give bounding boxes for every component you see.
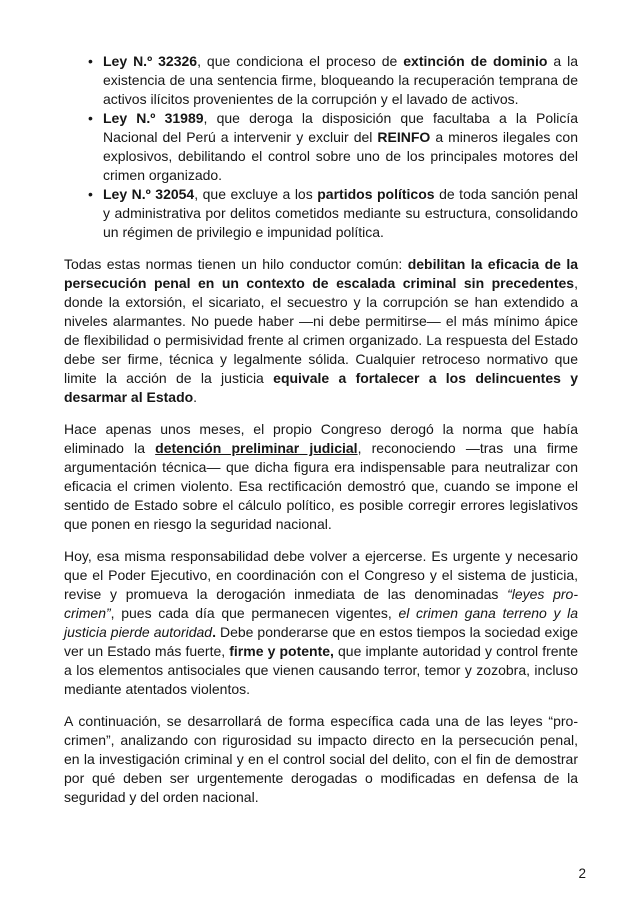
page-content bbox=[64, 52, 578, 820]
text-run: , que deroga la disposición que facultaba a la Policía Nacional del Perú a intervenir y excluir del bbox=[103, 110, 579, 145]
text-run: el crimen gana terreno y la justicia pierde autoridad bbox=[64, 605, 578, 640]
text-run: , donde la extorsión, el sicariato, el secuestro y la corrupción se han extendido a niveles alarmantes. No puede haber —ni debe permitirse— el más mínimo ápice de flexibilidad o permisividad frente al crimen organizado. La respuesta del Estado debe ser firme, técnica y legalmente sólida. Cualquier retroceso normativo que limite la acción de la justicia bbox=[64, 275, 578, 386]
text-run: detención preliminar judicial bbox=[155, 440, 358, 456]
paragraph-a-continuacion bbox=[64, 712, 578, 807]
text-run: Hace apenas unos meses, el propio Congreso derogó la norma que había eliminado la bbox=[64, 421, 578, 456]
text-run: Todas estas normas tienen un hilo conductor común: bbox=[64, 256, 408, 272]
bullet-icon: • bbox=[88, 110, 93, 126]
text-run: Ley N.º 32054 bbox=[103, 186, 195, 202]
paragraph-derogacion-urgente bbox=[64, 547, 578, 699]
text-run: extinción de dominio bbox=[403, 53, 548, 69]
text-run: . bbox=[212, 624, 216, 640]
text-run: a mineros ilegales con explosivos, debilitando el control sobre uno de los principales motores del crimen organizado. bbox=[103, 129, 579, 183]
bullet-item-ley-32054 bbox=[88, 185, 578, 242]
bullet-item-ley-32326 bbox=[88, 52, 578, 109]
text-run: de toda sanción penal y administrativa por delitos cometidos mediante su estructura, consolidando un régimen de privilegio e impunidad política. bbox=[103, 186, 578, 240]
text-run: partidos políticos bbox=[317, 186, 435, 202]
bullet-item-ley-31989 bbox=[88, 109, 579, 185]
page-number: 2 bbox=[578, 866, 586, 881]
text-run: Hoy, esa misma responsabilidad debe volver a ejercerse. Es urgente y necesario que el Poder Ejecutivo, en coordinación con el Congreso y el sistema de justicia, revise y promueva la derogación inmediata de las denominadas bbox=[64, 548, 578, 602]
text-run: A continuación, se desarrollará de forma específica cada una de las leyes “pro-crimen”, analizando con rigurosidad su impacto directo en la persecución penal, en la investigación criminal y en el control social del delito, con el fin de demostrar por qué deben ser urgentemente derogadas o modificadas en defensa de la seguridad y del orden nacional. bbox=[64, 713, 578, 805]
text-run: equivale a fortalecer a los delincuentes y desarmar al Estado bbox=[64, 370, 579, 405]
law-bullet-list bbox=[64, 52, 578, 242]
text-run: Ley N.º 31989 bbox=[103, 110, 204, 126]
bullet-text bbox=[103, 53, 578, 107]
text-run: Ley N.º 32326 bbox=[103, 53, 198, 69]
text-run: . bbox=[193, 389, 198, 405]
text-run: REINFO bbox=[377, 129, 431, 145]
text-run: , que condiciona el proceso de bbox=[197, 53, 404, 69]
bullet-icon: • bbox=[88, 53, 93, 69]
bullet-icon: • bbox=[88, 186, 93, 202]
text-run: , reconociendo —tras una firme argumentación técnica— que dicha figura era indispensable para neutralizar con eficacia el crimen violento. Esa rectificación demostró que, cuando se impone el sentido de Estado sobre el cálculo político, es posible corregir errores legislativos que ponen en riesgo la seguridad nacional. bbox=[64, 440, 578, 532]
text-run: que implante autoridad y control frente a los elementos antisociales que vienen causando terror, temor y zozobra, incluso mediante atentados violentos. bbox=[64, 643, 578, 697]
text-run: , que excluye a los bbox=[194, 186, 318, 202]
text-run: a la existencia de una sentencia firme, bloqueando la recuperación temprana de activos ilícitos provenientes de la corrupción y el lavado de activos. bbox=[103, 53, 578, 107]
text-run: firme y potente, bbox=[229, 643, 334, 659]
paragraph-detencion-preliminar bbox=[64, 420, 578, 534]
text-run: Debe ponderarse que en estos tiempos la sociedad exige ver un Estado más fuerte, bbox=[64, 624, 578, 659]
text-run: , pues cada día que permanecen vigentes, bbox=[110, 605, 399, 621]
text-run: “leyes pro-crimen” bbox=[64, 586, 578, 621]
bullet-text bbox=[103, 186, 578, 240]
text-run: debilitan la eficacia de la persecución penal en un contexto de escalada criminal sin precedentes bbox=[64, 256, 578, 291]
bullet-text bbox=[103, 110, 578, 183]
paragraph-hilo-conductor bbox=[64, 255, 578, 407]
